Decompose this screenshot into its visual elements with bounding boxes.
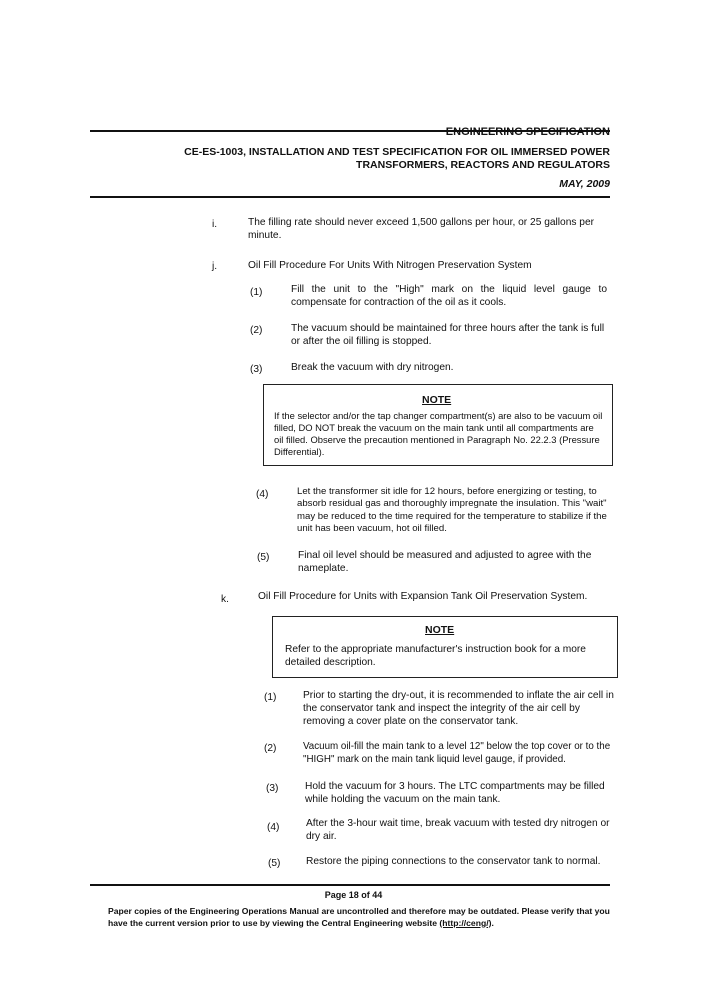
website-link[interactable]: (http://ceng/) bbox=[439, 917, 492, 928]
disclaimer-tail: . bbox=[491, 917, 494, 928]
note-title: NOTE bbox=[425, 624, 455, 636]
item-k-title: Oil Fill Procedure for Units with Expansion Tank Oil Preservation System. bbox=[258, 591, 588, 602]
disclaimer-text: Paper copies of the Engineering Operations Manual are uncontrolled and therefore may be outdated. Please verify that you have the current version prior to use by viewing the Central Engineering website bbox=[108, 906, 610, 928]
page-number: Page 18 of 44 bbox=[324, 890, 383, 900]
spec-line-1: CE-ES-1003, INSTALLATION AND TEST SPECIFICATION FOR OIL IMMERSED POWER bbox=[184, 146, 610, 158]
step-text: Break the vacuum with dry nitrogen. bbox=[291, 362, 454, 373]
step-marker: (3) bbox=[266, 783, 279, 794]
step-text: Vacuum oil-fill the main tank to a level 12" below the top cover or to the "HIGH" mark on the main tank liquid level gauge, if provided. bbox=[303, 741, 611, 765]
step-marker: (4) bbox=[267, 822, 280, 833]
step-text: Let the transformer sit idle for 12 hours, before energizing or testing, to absorb residual gas and thoroughly impregnate the insulation. This "wait" may be reduced to the time required for the temperature to stabilize if the unit has been vacuum, hot oil filled. bbox=[297, 486, 607, 534]
step-text: Fill the unit to the "High" mark on the liquid level gauge to compensate for contraction of the oil as it cools. bbox=[291, 284, 607, 308]
item-j-title: Oil Fill Procedure For Units With Nitrogen Preservation System bbox=[248, 260, 532, 271]
item-i-marker: i. bbox=[212, 219, 218, 230]
step-marker: (1) bbox=[250, 287, 263, 298]
header-title: ENGINEERING SPECIFICATION bbox=[445, 126, 610, 138]
step-text: Hold the vacuum for 3 hours. The LTC compartments may be filled while holding the vacuum on the main tank. bbox=[305, 781, 605, 805]
item-j-marker: j. bbox=[212, 261, 218, 272]
header-date: MAY, 2009 bbox=[559, 178, 610, 190]
header-bottom-rule bbox=[90, 196, 610, 198]
item-k-marker: k. bbox=[221, 594, 229, 605]
step-marker: (5) bbox=[257, 552, 270, 563]
step-marker: (4) bbox=[256, 489, 269, 500]
spec-line-2: TRANSFORMERS, REACTORS AND REGULATORS bbox=[356, 159, 610, 171]
step-marker: (2) bbox=[250, 325, 263, 336]
note-title: NOTE bbox=[422, 394, 452, 406]
step-text: Final oil level should be measured and adjusted to agree with the nameplate. bbox=[298, 550, 592, 574]
step-marker: (2) bbox=[264, 743, 277, 754]
footer-rule bbox=[90, 884, 610, 886]
step-text: After the 3-hour wait time, break vacuum with tested dry nitrogen or dry air. bbox=[306, 818, 610, 842]
item-i-text: The filling rate should never exceed 1,500 gallons per hour, or 25 gallons per minute. bbox=[248, 217, 595, 241]
step-text: The vacuum should be maintained for three hours after the tank is full or after the oil filling is stopped. bbox=[291, 323, 605, 347]
step-marker: (5) bbox=[268, 858, 281, 869]
footer-disclaimer bbox=[108, 906, 628, 929]
step-marker: (1) bbox=[264, 692, 277, 703]
note-text: Refer to the appropriate manufacturer's instruction book for a more detailed description. bbox=[285, 644, 586, 668]
note-text: If the selector and/or the tap changer compartment(s) are also to be vacuum oil filled, DO NOT break the vacuum on the main tank until all compartments are oil filled. Observe the precaution mentioned in Paragraph No. 22.2.3 (Pressure Differential). bbox=[274, 410, 603, 457]
step-text: Restore the piping connections to the conservator tank to normal. bbox=[306, 856, 601, 867]
step-text: Prior to starting the dry-out, it is recommended to inflate the air cell in the conservator tank and inspect the integrity of the air cell by removing a cover plate on the conservator tank. bbox=[303, 690, 614, 727]
step-marker: (3) bbox=[250, 364, 263, 375]
